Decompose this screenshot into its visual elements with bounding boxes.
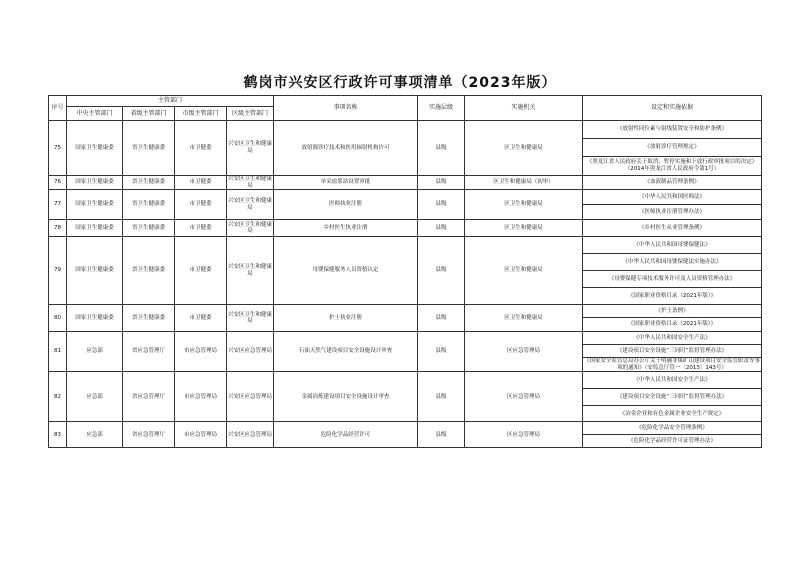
cell-basis: 《建设项目安全设施“三同时”监督管理办法》 — [583, 389, 762, 406]
header-item: 事项名称 — [274, 96, 418, 121]
cell-district: 兴安区卫生和健康局 — [227, 220, 274, 237]
cell-agency: 区卫生和健康局 — [465, 220, 583, 237]
cell-district: 兴安区应急管理局 — [227, 332, 274, 372]
header-level: 实施层级 — [418, 96, 465, 121]
header-provincial: 省级主管部门 — [123, 107, 175, 121]
table-row — [49, 220, 762, 237]
cell-item: 母婴保健服务人员资格认定 — [274, 237, 418, 305]
cell-provincial: 省卫生健康委 — [123, 176, 175, 190]
cell-city: 市应急管理局 — [175, 372, 227, 422]
cell-basis: 《放射性同位素与射线装置安全和防护条例》 — [583, 121, 762, 139]
cell-provincial: 省应急管理厅 — [123, 372, 175, 422]
cell-agency: 区卫生和健康局 — [465, 237, 583, 305]
cell-city: 市卫健委 — [175, 220, 227, 237]
permit-table — [48, 95, 762, 448]
header-basis: 设定和实施依据 — [583, 96, 762, 121]
cell-seq: 75 — [49, 121, 67, 176]
table-row — [49, 237, 762, 254]
cell-district: 兴安区卫生和健康局 — [227, 237, 274, 305]
cell-basis: 《放射诊疗管理规定》 — [583, 139, 762, 157]
cell-item: 石油天然气建设项目安全设施设计审查 — [274, 332, 418, 372]
cell-level: 县级 — [418, 237, 465, 305]
cell-district: 兴安区卫生和健康局 — [227, 190, 274, 220]
cell-central: 国家卫生健康委 — [67, 237, 123, 305]
cell-basis: 《中华人民共和国安全生产法》 — [583, 372, 762, 389]
cell-level: 县级 — [418, 190, 465, 220]
cell-agency: 区应急管理局 — [465, 332, 583, 372]
cell-item: 乡村医生执业注册 — [274, 220, 418, 237]
cell-item: 放射源诊疗技术和医用辐射机构许可 — [274, 121, 418, 176]
table-row — [49, 332, 762, 345]
cell-agency: 区卫生和健康局（初审） — [465, 176, 583, 190]
cell-basis: 《黑龙江省人民政府关于取消、暂停实施和下放行政审批项目的决定》（2014年黑龙江省人民政府令第1号） — [583, 157, 762, 176]
cell-central: 国家卫生健康委 — [67, 190, 123, 220]
cell-provincial: 省应急管理厅 — [123, 422, 175, 448]
cell-district: 兴安区卫生和健康局 — [227, 305, 274, 332]
cell-basis: 《中华人民共和国医师法》 — [583, 190, 762, 205]
header-agency: 实施机关 — [465, 96, 583, 121]
cell-city: 市卫健委 — [175, 305, 227, 332]
cell-basis: 《危险化学品安全管理条例》 — [583, 422, 762, 435]
table-row — [49, 372, 762, 389]
cell-central: 应急部 — [67, 372, 123, 422]
cell-level: 县级 — [418, 422, 465, 448]
cell-seq: 76 — [49, 176, 67, 190]
cell-basis: 《中华人民共和国母婴保健法》 — [583, 237, 762, 254]
cell-basis: 《医师执业注册管理办法》 — [583, 205, 762, 220]
cell-city: 市卫健委 — [175, 121, 227, 176]
cell-city: 市应急管理局 — [175, 332, 227, 372]
table-row — [49, 176, 762, 190]
cell-central: 应急部 — [67, 422, 123, 448]
cell-item: 危险化学品经营许可 — [274, 422, 418, 448]
cell-seq: 81 — [49, 332, 67, 372]
cell-provincial: 省卫生健康委 — [123, 190, 175, 220]
cell-item: 金属冶炼建设项目安全设施设计审查 — [274, 372, 418, 422]
cell-central: 国家卫生健康委 — [67, 220, 123, 237]
cell-level: 县级 — [418, 176, 465, 190]
cell-level: 县级 — [418, 121, 465, 176]
cell-basis: 《危险化学品经营许可证管理办法》 — [583, 435, 762, 448]
cell-agency: 区应急管理局 — [465, 372, 583, 422]
table-body — [49, 121, 762, 448]
table-row — [49, 190, 762, 205]
cell-basis: 《冶金企业和有色金属企业安全生产规定》 — [583, 406, 762, 422]
table-row — [49, 121, 762, 139]
header-district: 区级主管部门 — [227, 107, 274, 121]
cell-basis: 《中华人民共和国母婴保健法实施办法》 — [583, 254, 762, 271]
cell-district: 兴安区应急管理局 — [227, 422, 274, 448]
cell-level: 县级 — [418, 305, 465, 332]
cell-basis: 《国家职业资格目录（2021年版）》 — [583, 318, 762, 332]
cell-city: 市卫健委 — [175, 190, 227, 220]
page-title: 鹤岗市兴安区行政许可事项清单（2023年版） — [243, 75, 557, 91]
header-central: 中央主管部门 — [67, 107, 123, 121]
cell-provincial: 省应急管理厅 — [123, 332, 175, 372]
cell-level: 县级 — [418, 220, 465, 237]
table-row — [49, 422, 762, 435]
header-seq: 序号 — [49, 96, 67, 121]
cell-district: 兴安区卫生和健康局 — [227, 121, 274, 176]
cell-city: 市卫健委 — [175, 237, 227, 305]
cell-seq: 78 — [49, 220, 67, 237]
cell-provincial: 省卫生健康委 — [123, 220, 175, 237]
cell-central: 国家卫生健康委 — [67, 176, 123, 190]
cell-item: 医师执业注册 — [274, 190, 418, 220]
cell-central: 应急部 — [67, 332, 123, 372]
cell-basis: 《母婴保健专项技术服务许可及人员资格管理办法》 — [583, 271, 762, 288]
cell-item: 护士执业注册 — [274, 305, 418, 332]
cell-agency: 区卫生和健康局 — [465, 121, 583, 176]
cell-provincial: 省卫生健康委 — [123, 237, 175, 305]
cell-basis: 《护士条例》 — [583, 305, 762, 318]
cell-basis: 《建设项目安全设施“三同时”监督管理办法》 — [583, 345, 762, 358]
cell-city: 市卫健委 — [175, 176, 227, 190]
cell-level: 县级 — [418, 372, 465, 422]
cell-central: 国家卫生健康委 — [67, 121, 123, 176]
header-dept-group: 主管部门 — [67, 96, 274, 107]
cell-agency: 区卫生和健康局 — [465, 190, 583, 220]
cell-seq: 80 — [49, 305, 67, 332]
cell-central: 国家卫生健康委 — [67, 305, 123, 332]
cell-district: 兴安区卫生和健康局 — [228, 176, 273, 189]
cell-item: 单采血浆站设置审批 — [274, 176, 418, 190]
cell-basis: 《中华人民共和国安全生产法》 — [583, 332, 762, 345]
cell-agency: 区卫生和健康局 — [465, 305, 583, 332]
header-city: 市级主管部门 — [175, 107, 227, 121]
cell-seq: 79 — [49, 237, 67, 305]
cell-basis: 《血液制品管理条例》 — [583, 176, 762, 190]
cell-basis: 《国家安全监管总局办公厅关于明确非煤矿山建设项目安全监管职责等事项的通知》（安监总厅管一〔2013〕143号） — [584, 358, 761, 371]
cell-agency: 区应急管理局 — [465, 422, 583, 448]
cell-seq: 82 — [49, 372, 67, 422]
cell-level: 县级 — [418, 332, 465, 372]
cell-basis: 《国家职业资格目录（2021年版）》 — [583, 288, 762, 305]
cell-basis: 《乡村医生从业管理条例》 — [583, 220, 762, 237]
cell-provincial: 省卫生健康委 — [123, 121, 175, 176]
cell-seq: 77 — [49, 190, 67, 220]
cell-seq: 83 — [49, 422, 67, 448]
cell-district: 兴安区应急管理局 — [227, 372, 274, 422]
cell-provincial: 省卫生健康委 — [123, 305, 175, 332]
table-row — [49, 305, 762, 318]
cell-city: 市应急管理局 — [175, 422, 227, 448]
